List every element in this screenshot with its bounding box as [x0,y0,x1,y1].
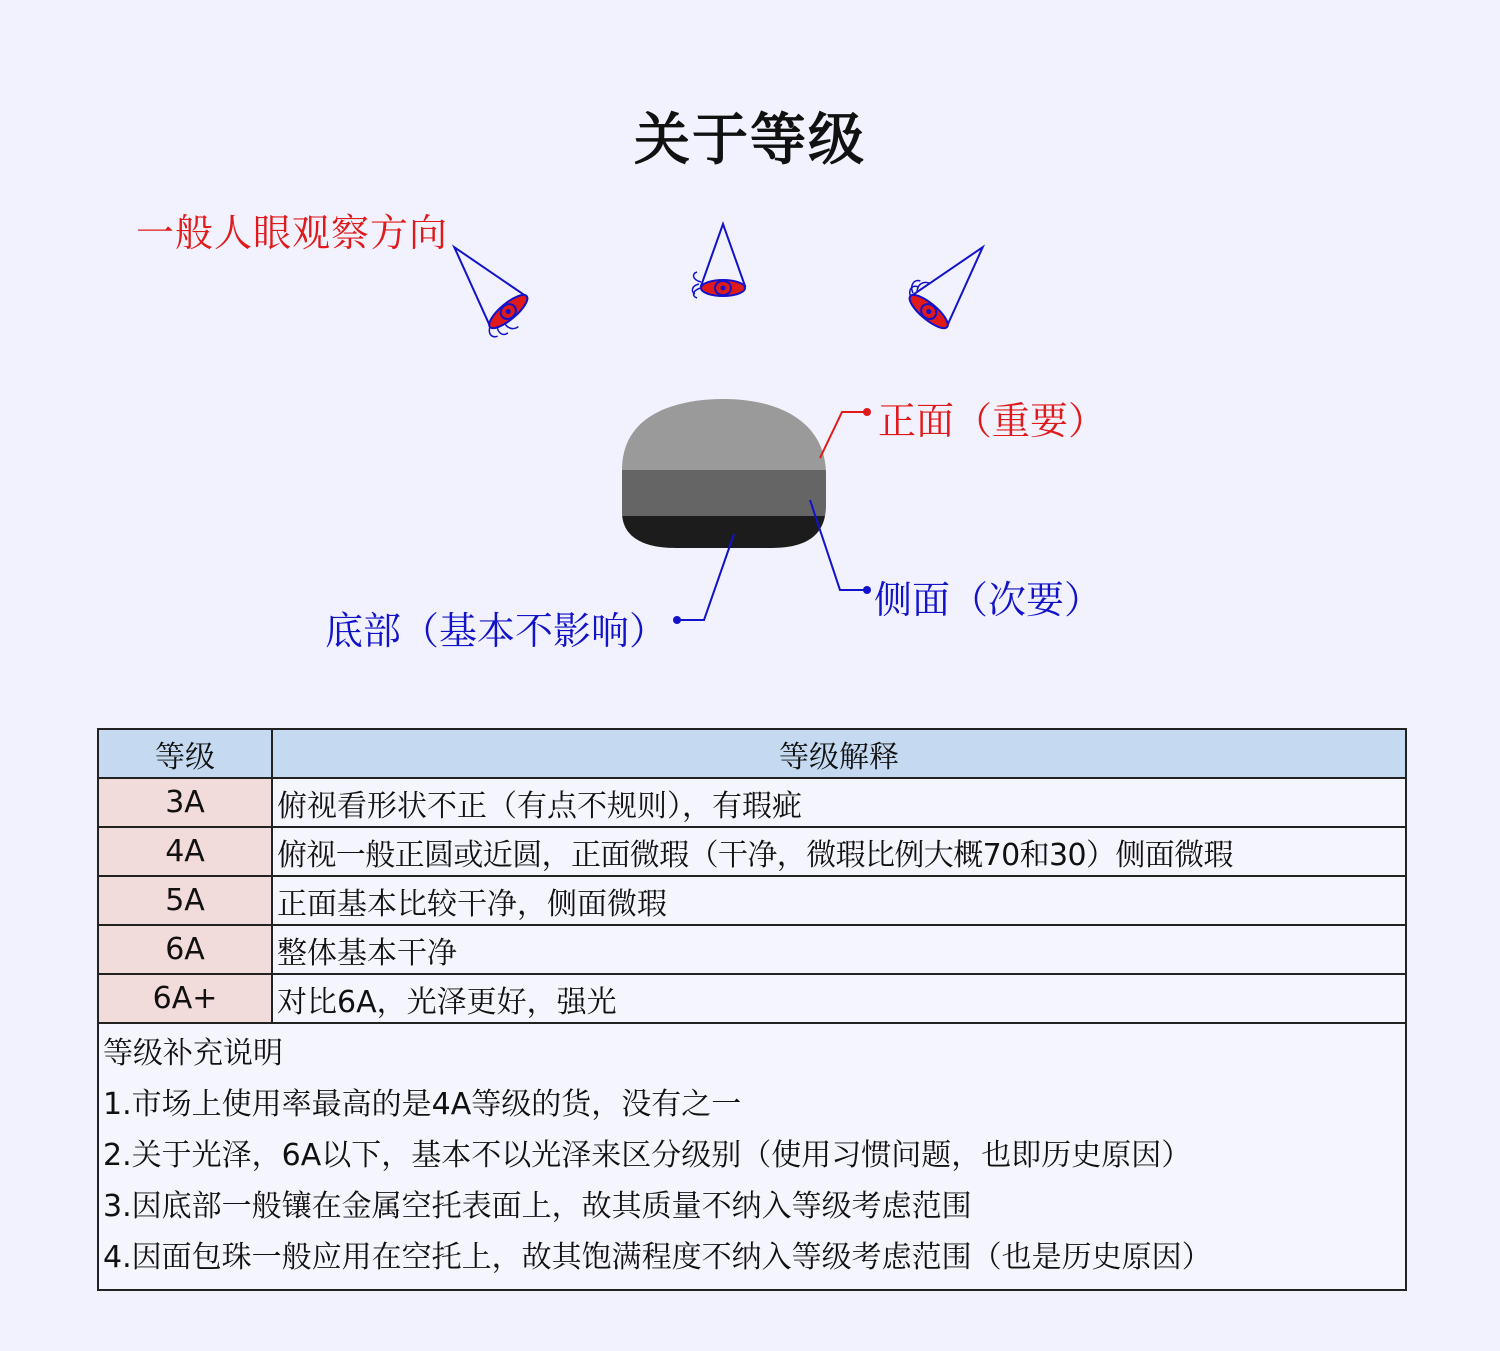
bead-top-region [600,390,840,470]
grade-cell: 6A+ [98,974,272,1023]
table-header-row [98,729,1406,778]
front-leader-dot [863,408,871,416]
desc-cell: 对比6A，光泽更好，强光 [272,974,1406,1023]
note-item: 1.市场上使用率最高的是4A等级的货，没有之一 [103,1087,742,1122]
table-row [98,925,1406,974]
bead-side-region [600,470,840,516]
grade-cell: 5A [98,876,272,925]
notes-row [98,1023,1406,1290]
eye-icon-center [692,224,745,298]
bead-bottom-region [600,516,840,556]
desc-cell: 俯视看形状不正（有点不规则），有瑕疵 [272,778,1406,827]
note-item: 4.因面包珠一般应用在空托上，故其饱满程度不纳入等级考虑范围（也是历史原因） [103,1240,1212,1275]
note-item: 2.关于光泽，6A以下，基本不以光泽来区分级别（使用习惯问题，也即历史原因） [103,1138,1192,1173]
bottom-label: 底部（基本不影响） [325,609,668,653]
header-grade: 等级 [98,729,272,778]
grade-cell: 3A [98,778,272,827]
desc-cell: 俯视一般正圆或近圆，正面微瑕（干净，微瑕比例大概70和30）侧面微瑕 [272,827,1406,876]
side-leader-dot [863,586,871,594]
grade-cell: 6A [98,925,272,974]
table-row [98,876,1406,925]
eye-icon-right [900,228,1001,333]
note-item: 3.因底部一般镶在金属空托表面上，故其质量不纳入等级考虑范围 [103,1189,972,1224]
grade-table [97,728,1407,1291]
table-row [98,827,1406,876]
bead-shape [600,390,840,556]
eye-icon-left [432,232,538,344]
front-leader-line [820,412,866,458]
side-label: 侧面（次要） [874,578,1103,622]
table-row [98,778,1406,827]
notes-heading: 等级补充说明 [103,1036,283,1071]
header-explanation: 等级解释 [272,729,1406,778]
front-label: 正面（重要） [878,399,1107,443]
observe-direction-label: 一般人眼观察方向 [136,211,449,255]
grade-cell: 4A [98,827,272,876]
notes-cell [98,1023,1406,1290]
table-row [98,974,1406,1023]
desc-cell: 整体基本干净 [272,925,1406,974]
desc-cell: 正面基本比较干净，侧面微瑕 [272,876,1406,925]
bottom-leader-dot [673,616,681,624]
page-title: 关于等级 [634,108,866,173]
